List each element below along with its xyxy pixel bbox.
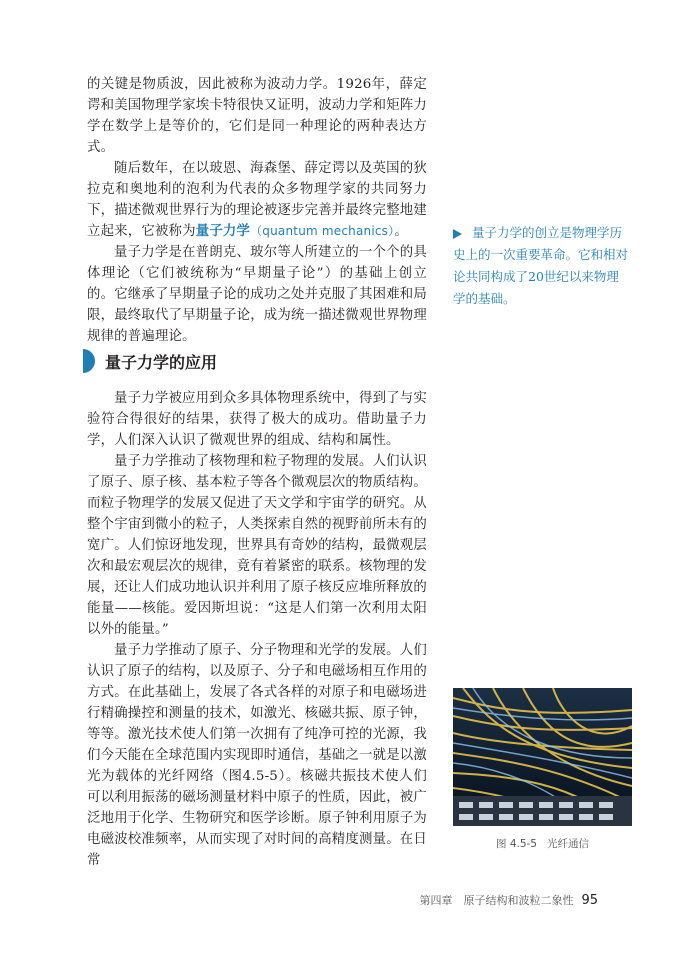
paragraph-5-text: 量子力学推动了核物理和粒子物理的发展。人们认识了原子、原子核、基本粒子等各个微观层次的物质结构。而粒子物理学的发展又促进了天文学和宇宙学的研究。从整个宇宙到微小的粒子，人类探索自然的视野前所未有的宽广。人们惊讶地发现，世界具有奇妙的结构，最微观层次和最宏观层次的规律，竟有着紧密的联系。核物理的发展，还让人们成功地认识并利用了原子核反应堆所释放的能量——核能。爱因斯坦说：“这是人们第一次利用太阳以外的能量。”	[87, 454, 427, 637]
term-english: （quantum mechanics）	[250, 224, 395, 238]
paragraph-3-text: 量子力学是在普朗克、玻尔等人所建立的一个个的具体理论（它们被统称为“早期量子论”）的基础上创立的。它继承了早期量子论的成功之处并克服了其困难和局限，最终取代了早期量子论，成为统一描述微观世界物理规律的普遍理论。	[87, 245, 427, 344]
paragraph-6	[87, 640, 427, 871]
term-quantum-mechanics: 量子力学	[195, 224, 251, 239]
side-note-text: 量子力学的创立是物理学历史上的一次重要革命。它和相对论共同构成了20世纪以来物理学的基础。	[453, 225, 629, 306]
paragraph-3	[87, 242, 427, 347]
paragraph-4	[87, 388, 427, 451]
fiber-optic-photo	[453, 688, 632, 826]
paragraph-2-text: 随后数年，在以玻恩、海森堡、薛定谔以及英国的狄拉克和奥地利的泡利为代表的众多物理学家的共同努力下，描述微观世界行为的理论被逐步完善并最终完整地建立起来，它被称为	[87, 161, 427, 239]
triangle-bullet-icon	[453, 229, 462, 239]
figure-number: 图 4.5-5	[495, 838, 537, 850]
section-heading	[83, 348, 217, 374]
fiber-optic-illustration	[453, 688, 632, 826]
top-text-block	[87, 74, 427, 347]
figure-title: 光纤通信	[547, 838, 589, 850]
paragraph-6-text: 量子力学推动了原子、分子物理和光学的发展。人们认识了原子的结构，以及原子、分子和电磁场相互作用的方式。在此基础上，发展了各式各样的对原子和电磁场进行精确操控和测量的技术，如激光、核磁共振、原子钟，等等。激光技术使人们第一次拥有了纯净可控的光源，我们今天能在全球范围内实现即时通信，基础之一就是以激光为载体的光纤网络（图4.5-5）。核磁共振技术使人们可以利用振荡的磁场测量材料中原子的性质，因此，被广泛地用于化学、生物研究和医学诊断。原子钟利用原子为电磁波校准频率，从而实现了对时间的高精度测量。在日常	[87, 643, 427, 868]
page-number: 95	[581, 893, 598, 908]
paragraph-2-end: 。	[394, 224, 408, 239]
chapter-title: 第四章 原子结构和波粒二象性	[419, 894, 574, 907]
bottom-text-block	[87, 388, 427, 871]
section-title: 量子力学的应用	[105, 352, 218, 372]
paragraph-5	[87, 451, 427, 640]
side-note	[453, 222, 628, 310]
page-footer	[419, 892, 598, 908]
section-marker-icon	[83, 349, 95, 373]
paragraph-4-text: 量子力学被应用到众多具体物理系统中，得到了与实验符合得很好的结果，获得了极大的成功。借助量子力学，人们深入认识了微观世界的组成、结构和属性。	[87, 391, 427, 448]
figure-caption	[453, 836, 632, 851]
paragraph-2	[87, 158, 427, 242]
paragraph-1: 的关键是物质波，因此被称为波动力学。1926年，薛定谔和美国物理学家埃卡特很快又证明，波动力学和矩阵力学在数学上是等价的，它们是同一种理论的两种表达方式。	[87, 77, 427, 155]
